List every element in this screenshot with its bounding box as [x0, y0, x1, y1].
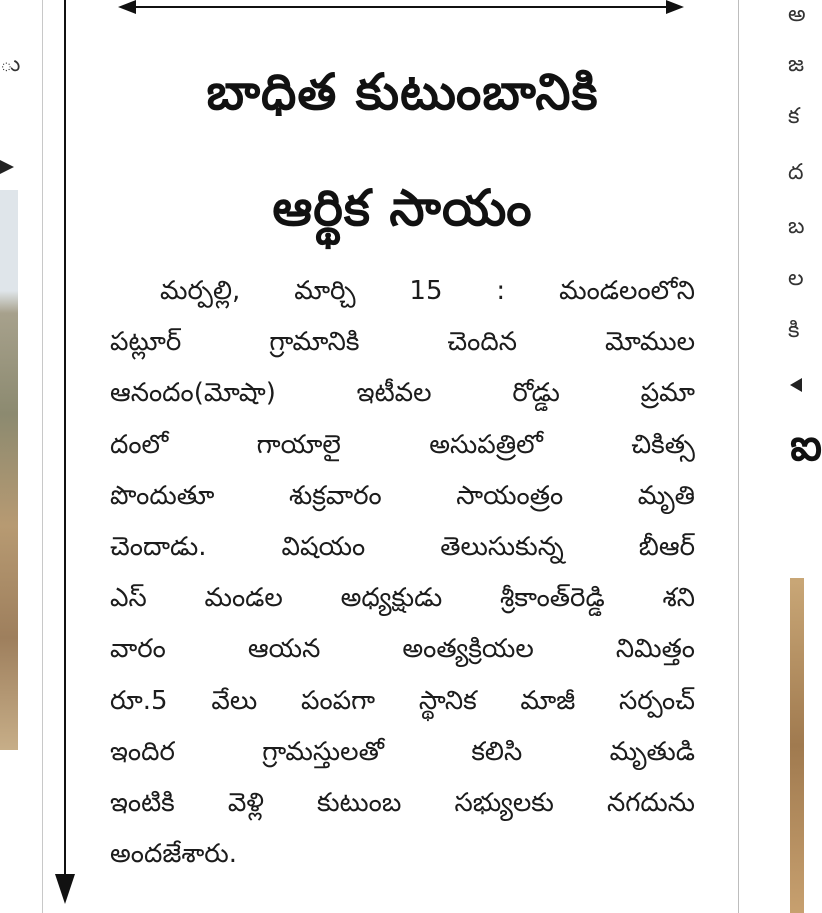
body-line: ఇంటికి వెళ్లి కుటుంబ సభ్యులకు నగదును — [110, 788, 695, 819]
body-line: అందజేశారు. — [110, 839, 237, 870]
right-column-text-fragment: ల — [788, 266, 804, 291]
article-headline — [110, 34, 695, 266]
vertical-arrow-line — [64, 0, 66, 880]
down-arrow-icon — [55, 874, 75, 904]
body-line: వారం ఆయన అంత్యక్రియల నిమిత్తం — [110, 634, 695, 665]
body-line: ఆనందం(మోషా) ఇటీవల రోడ్డు ప్రమా — [110, 378, 695, 409]
right-column-heading-fragment: ఐ — [790, 420, 822, 471]
body-line: ఎస్ మండల అధ్యక్షుడు శ్రీకాంత్‌రెడ్డి శని — [110, 583, 695, 614]
article — [110, 34, 695, 880]
body-line: పట్లూర్ గ్రామానికి చెందిన మోముల — [110, 327, 695, 358]
body-line: ఇందిర గ్రామస్తులతో కలిసి మృతుడి — [110, 736, 695, 767]
right-column-text-fragment: బ — [788, 214, 805, 239]
right-column-text-fragment: కి — [788, 318, 800, 343]
body-line: దంలో గాయాలై అసుపత్రిలో చికిత్స — [110, 429, 695, 460]
left-column-text-fragment: ు — [0, 52, 21, 77]
right-column-text-fragment: ద — [788, 160, 804, 185]
article-body — [110, 266, 695, 880]
left-column-arrow-icon — [0, 160, 14, 174]
body-line: రూ.5 వేలు పంపగా స్థానిక మాజీ సర్పంచ్ — [110, 685, 695, 716]
body-line: మర్పల్లి, మార్చి 15 : మండలంలోని — [160, 276, 695, 306]
headline-line-2: ఆర్థిక సాయం — [272, 179, 533, 237]
body-line: చెందాడు. విషయం తెలుసుకున్న బీఆర్ — [110, 532, 695, 563]
right-column-arrow-icon — [790, 378, 802, 392]
right-column-text-fragment: జ — [788, 52, 805, 77]
left-neighbor-column — [0, 0, 20, 913]
right-column-text-fragment: క — [788, 104, 800, 129]
left-column-photo — [0, 190, 18, 750]
column-divider-right — [738, 0, 739, 913]
right-column-photo — [790, 578, 804, 913]
column-divider-left — [42, 0, 43, 913]
body-line: పొందుతూ శుక్రవారం సాయంత్రం మృతి — [110, 480, 695, 511]
right-neighbor-column — [770, 0, 822, 913]
top-arrow-line — [132, 6, 672, 8]
headline-line-1: బాధిత కుటుంబానికి — [206, 63, 599, 121]
top-arrow-right-head-icon — [666, 0, 684, 14]
right-column-text-fragment: అ — [788, 2, 806, 27]
